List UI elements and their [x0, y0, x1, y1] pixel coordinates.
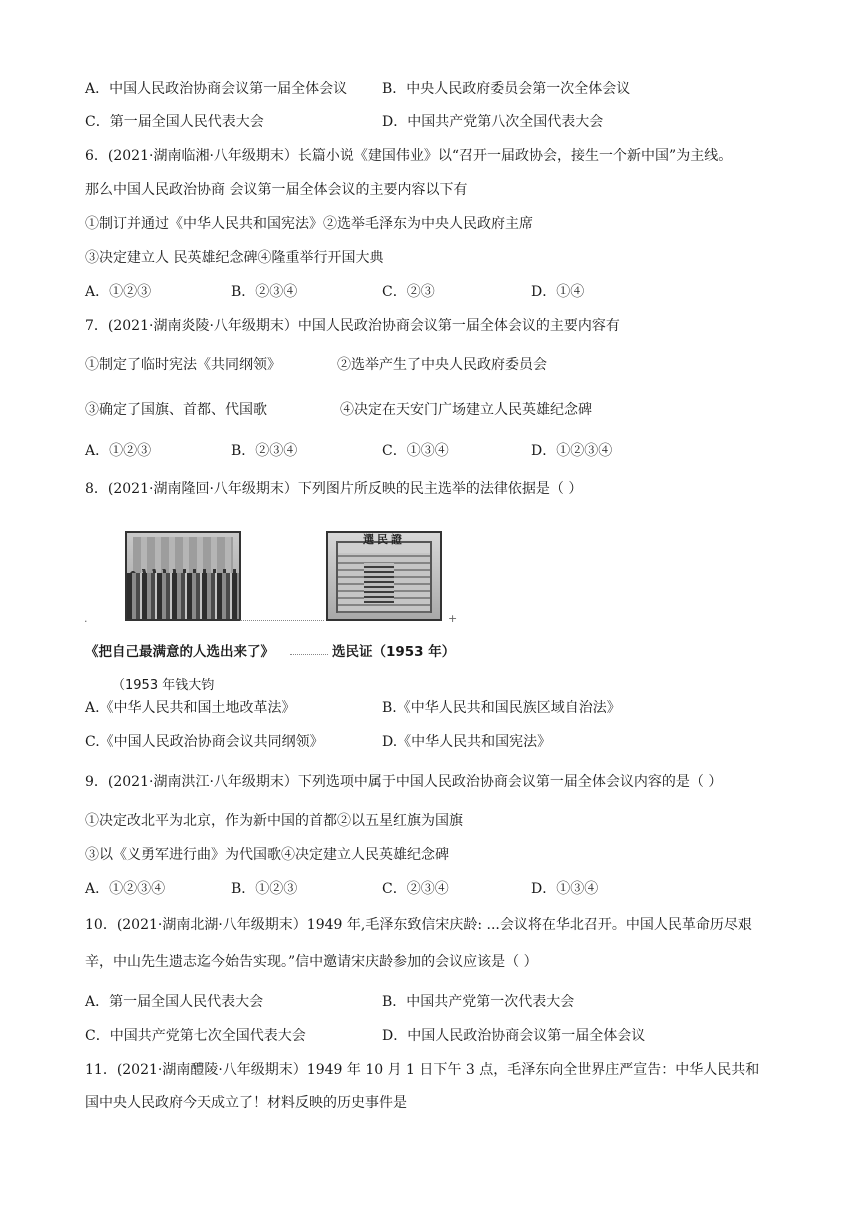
- text-line: A．第一届全国人民代表大会: [85, 994, 264, 1010]
- text-line: B．①②③: [231, 881, 298, 897]
- text-line: C．第一届全国人民代表大会: [85, 114, 264, 130]
- figure-subcaption: （1953 年钱大钧: [112, 678, 215, 693]
- figure-dotted-line: [240, 620, 324, 621]
- text-line: 那么中国人民政治协商 会议第一届全体会议的主要内容以下有: [85, 182, 468, 198]
- text-line: ④决定在天安门广场建立人民英雄纪念碑: [340, 402, 592, 418]
- caption-dotted-line: [290, 654, 328, 655]
- text-line: C．中国共产党第七次全国代表大会: [85, 1028, 306, 1044]
- text-line: ③以《义勇军进行曲》为代国歌④决定建立人民英雄纪念碑: [85, 847, 449, 863]
- text-line: B．②③④: [231, 284, 298, 300]
- text-line: A.《中华人民共和国土地改革法》: [85, 700, 296, 716]
- text-line: A．①②③: [85, 443, 152, 459]
- text-line: C.《中国人民政治协商会议共同纲领》: [85, 734, 324, 750]
- text-line: A．①②③: [85, 284, 152, 300]
- text-line: D．①②③④: [531, 443, 613, 459]
- text-line: C．②③④: [382, 881, 449, 897]
- text-line: 11．(2021·湖南醴陵·八年级期末）1949 年 10 月 1 日下午 3 点，毛泽东向全世界庄严宣告：中华人民共和: [85, 1062, 760, 1078]
- text-line: 6．(2021·湖南临湘·八年级期末）长篇小说《建国伟业》以“召开一届政协会，接生一个新中国”为主线。: [85, 148, 733, 164]
- text-line: B．中央人民政府委员会第一次全体会议: [382, 81, 631, 97]
- text-line: ①制订并通过《中华人民共和国宪法》②选举毛泽东为中央人民政府主席: [85, 216, 533, 232]
- election-photo: [125, 531, 241, 621]
- text-line: ①决定改北平为北京，作为新中国的首都②以五星红旗为国旗: [85, 813, 463, 829]
- text-line: ①制定了临时宪法《共同纲领》: [85, 357, 281, 373]
- text-line: B．②③④: [231, 443, 298, 459]
- text-line: ③决定建立人 民英雄纪念碑④隆重举行开国大典: [85, 250, 384, 266]
- anchor-mark-right: +: [448, 612, 458, 625]
- figure-caption-left: 《把自己最满意的人选出来了》: [85, 644, 274, 660]
- text-line: D．①④: [531, 284, 585, 300]
- figure-caption-right: 选民证（1953 年）: [332, 644, 456, 660]
- text-line: ③确定了国旗、首都、代国歌: [85, 402, 267, 418]
- text-line: A．①②③④: [85, 881, 166, 897]
- text-line: 10．(2021·湖南北湖·八年级期末）1949 年,毛泽东致信宋庆龄: ...会议将在华北召开。中国人民革命历尽艰: [85, 917, 752, 933]
- text-line: C．②③: [382, 284, 435, 300]
- text-line: 辛，中山先生遗志迄今始告实现。”信中邀请宋庆龄参加的会议应该是（ ）: [85, 954, 538, 970]
- anchor-mark-left: .: [84, 612, 88, 625]
- text-line: D.《中华人民共和国宪法》: [382, 734, 552, 750]
- text-line: 8．(2021·湖南隆回·八年级期末）下列图片所反映的民主选举的法律依据是（ ）: [85, 481, 583, 497]
- text-line: B．中国共产党第一次代表大会: [382, 994, 575, 1010]
- text-line: D．①③④: [531, 881, 599, 897]
- text-line: C．①③④: [382, 443, 449, 459]
- text-line: B.《中华人民共和国民族区域自治法》: [382, 700, 621, 716]
- text-line: D．中国人民政治协商会议第一届全体会议: [382, 1028, 646, 1044]
- text-line: 7．(2021·湖南炎陵·八年级期末）中国人民政治协商会议第一届全体会议的主要内容有: [85, 318, 620, 334]
- text-line: 9．(2021·湖南洪江·八年级期末）下列选项中属于中国人民政治协商会议第一届全体会议内容的是（ ）: [85, 774, 723, 790]
- text-line: D．中国共产党第八次全国代表大会: [382, 114, 604, 130]
- voter-card-title: 選民證: [363, 533, 405, 546]
- text-line: A．中国人民政治协商会议第一届全体会议: [85, 81, 348, 97]
- text-line: 国中央人民政府今天成立了！材料反映的历史事件是: [85, 1095, 407, 1111]
- voter-card-image: [326, 531, 442, 621]
- text-line: ②选举产生了中央人民政府委员会: [337, 357, 547, 373]
